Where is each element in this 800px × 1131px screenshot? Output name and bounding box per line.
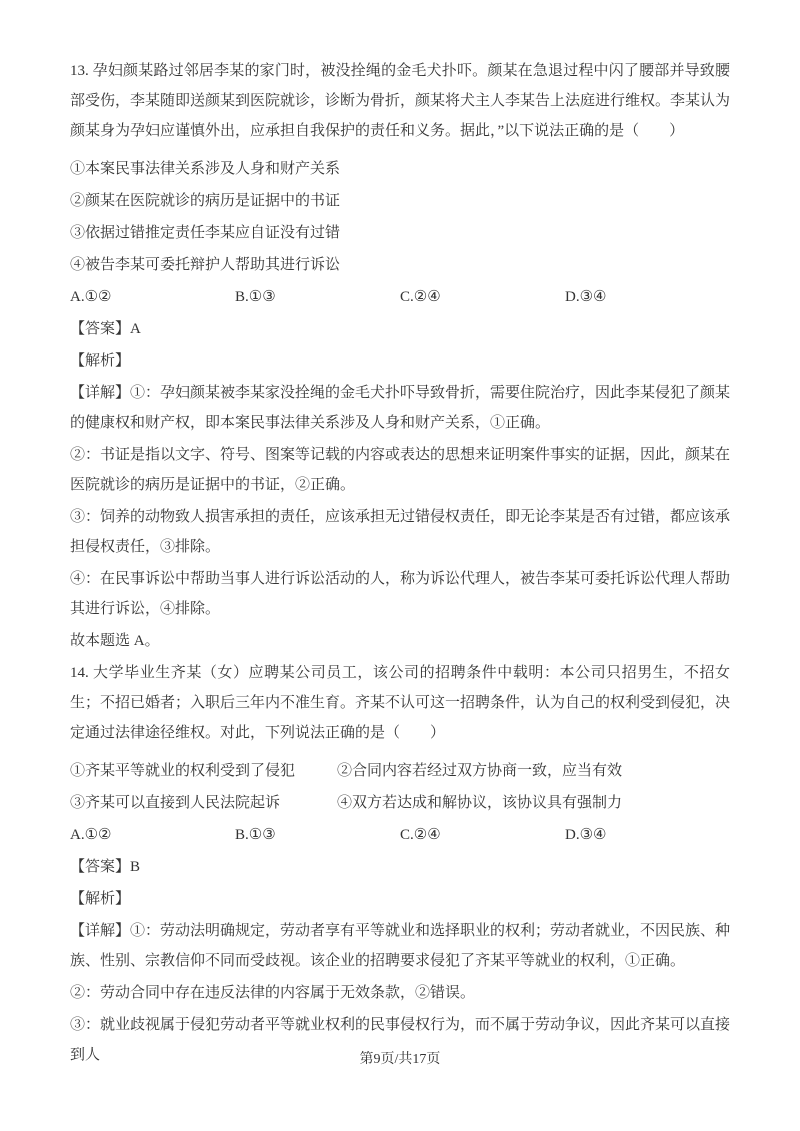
option-left: ①齐某平等就业的权利受到了侵犯 — [70, 763, 296, 779]
q13-option-3: ③依据过错推定责任李某应自证没有过错 — [70, 225, 341, 241]
option-right: ②合同内容若经过双方协商一致，应当有效 — [337, 763, 623, 779]
choice-label: B.①③ — [235, 289, 276, 305]
choice-label: B.①③ — [235, 827, 276, 843]
document-body — [70, 56, 730, 1070]
q14-options-row-1 — [70, 756, 730, 786]
q14-choices — [70, 820, 730, 850]
q14-options-row-2 — [70, 788, 730, 818]
choice-label: D.③④ — [565, 827, 607, 843]
q13-detail-3: ③：饲养的动物致人损害承担的责任，应该承担无过错侵权责任，即无论李某是否有过错，都应该承担侵权责任，③排除。 — [70, 509, 731, 555]
q13-analysis-label: 【解析】 — [70, 353, 131, 369]
q14-detail-3: ③：就业歧视属于侵犯劳动者平等就业权利的民事侵权行为，而不属于劳动争议，因此齐某可以直接到人 — [70, 1017, 731, 1063]
q14-answer: 【答案】B — [70, 859, 141, 875]
option-left: ③齐某可以直接到人民法院起诉 — [70, 795, 281, 811]
q13-detail-4: ④：在民事诉讼中帮助当事人进行诉讼活动的人，称为诉讼代理人，被告李某可委托诉讼代理人帮助其进行诉讼，④排除。 — [70, 571, 731, 617]
q14-detail-1: 【详解】①：劳动法明确规定，劳动者享有平等就业和选择职业的权利；劳动者就业，不因民族、种族、性别、宗教信仰不同而受歧视。该企业的招聘要求侵犯了齐某平等就业的权利，①正确。 — [70, 923, 731, 969]
q14-detail-2: ②：劳动合同中存在违反法律的内容属于无效条款，②错误。 — [70, 985, 476, 1001]
choice-label: A.①② — [70, 827, 112, 843]
q13-answer: 【答案】A — [70, 321, 141, 337]
q14-stem: 14. 大学毕业生齐某（女）应聘某公司员工，该公司的招聘条件中载明：本公司只招男生，不招女生；不招已婚者；入职后三年内不准生育。齐某不认可这一招聘条件，认为自己的权利受到侵犯，决定通过法律途径维权。对此，下列说法正确的是（ ） — [70, 665, 731, 741]
choice-label: D.③④ — [565, 289, 607, 305]
option-right: ④双方若达成和解协议，该协议具有强制力 — [337, 795, 623, 811]
q13-conclusion: 故本题选 A。 — [70, 633, 160, 649]
q13-stem: 13. 孕妇颜某路过邻居李某的家门时，被没拴绳的金毛犬扑吓。颜某在急退过程中闪了腰部并导致腰部受伤，李某随即送颜某到医院就诊，诊断为骨折，颜某将犬主人李某告上法庭进行维权。李某认为颜某身为孕妇应谨慎外出，应承担自我保护的责任和义务。据此，”以下说法正确的是（ ） — [70, 63, 731, 139]
q13-option-4: ④被告李某可委托辩护人帮助其进行诉讼 — [70, 257, 341, 273]
choice-label: C.②④ — [400, 827, 441, 843]
page-footer: 第9页/共17页 — [359, 1052, 441, 1067]
q13-option-2: ②颜某在医院就诊的病历是证据中的书证 — [70, 193, 341, 209]
choice-label: A.①② — [70, 289, 112, 305]
q13-detail-1: 【详解】①：孕妇颜某被李某家没拴绳的金毛犬扑吓导致骨折，需要住院治疗，因此李某侵犯了颜某的健康权和财产权，即本案民事法律关系涉及人身和财产关系，①正确。 — [70, 385, 731, 431]
q14-analysis-label: 【解析】 — [70, 891, 131, 907]
q13-choices — [70, 282, 730, 312]
q13-detail-2: ②：书证是指以文字、符号、图案等记载的内容或表达的思想来证明案件事实的证据，因此，颜某在医院就诊的病历是证据中的书证，②正确。 — [70, 447, 731, 493]
q13-option-1: ①本案民事法律关系涉及人身和财产关系 — [70, 161, 341, 177]
choice-label: C.②④ — [400, 289, 441, 305]
